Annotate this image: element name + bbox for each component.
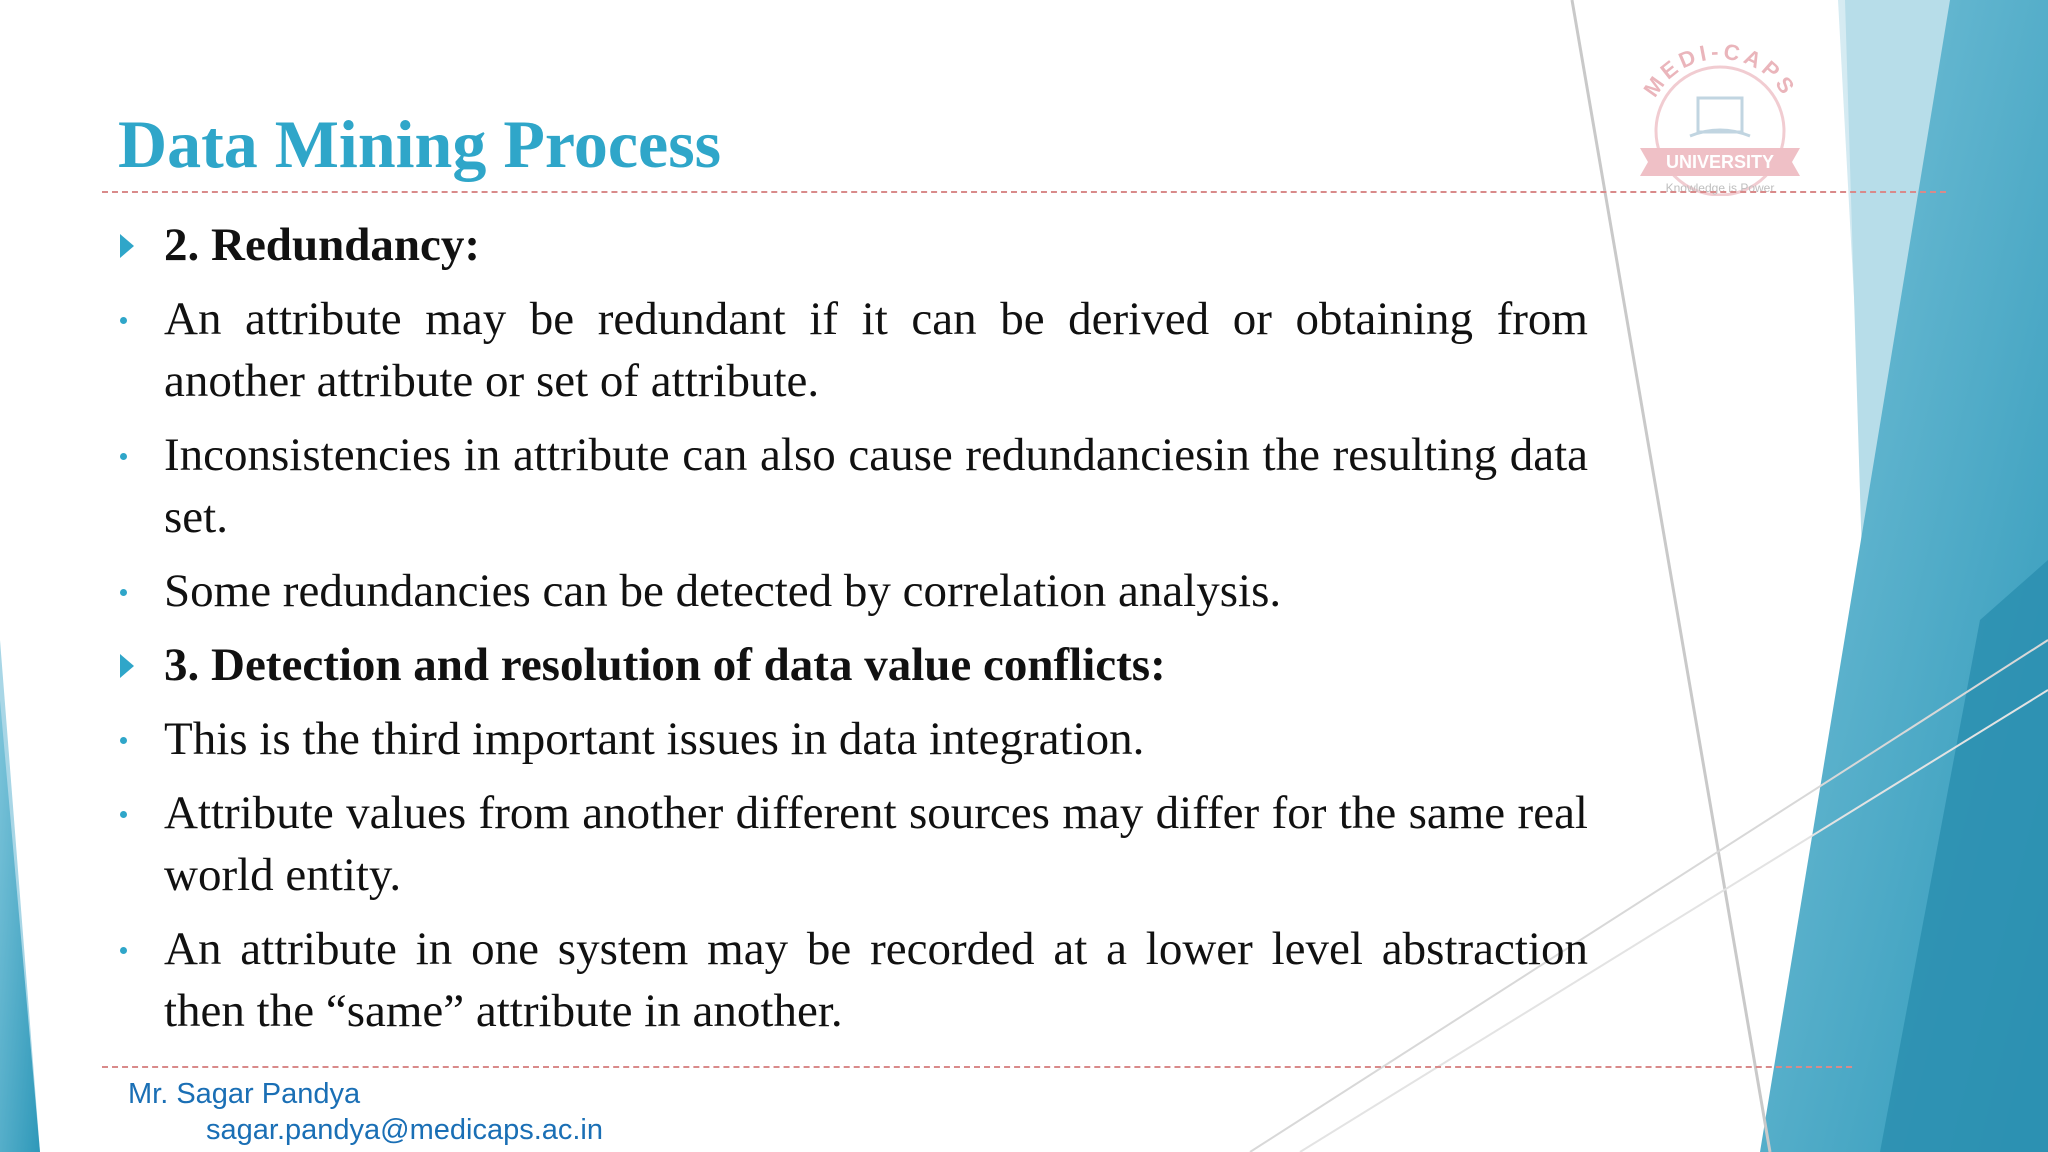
bullet-item: [114, 288, 1588, 412]
bullet-list: [114, 214, 1588, 1054]
arrow-bullet-icon: [114, 634, 144, 696]
dot-bullet-icon: [114, 424, 144, 486]
bullet-item: [114, 424, 1588, 548]
svg-text:UNIVERSITY: UNIVERSITY: [1665, 152, 1775, 172]
section-heading: [114, 634, 1588, 696]
bullet-text: 2. Redundancy:: [164, 219, 481, 271]
bullet-text: Attribute values from another different sources may differ for the same real world entity.: [164, 787, 1588, 901]
dot-bullet-icon: [114, 560, 144, 622]
bullet-item: [114, 560, 1588, 622]
section-heading: [114, 214, 1588, 276]
dot-bullet-icon: [114, 708, 144, 770]
bullet-text: 3. Detection and resolution of data value conflicts:: [164, 639, 1166, 691]
university-logo: [1620, 36, 1820, 196]
dot-bullet-icon: [114, 288, 144, 350]
author-email: sagar.pandya@medicaps.ac.in: [206, 1114, 604, 1146]
bullet-text: This is the third important issues in data integration.: [164, 713, 1145, 765]
bullet-text: Inconsistencies in attribute can also cause redundanciesin the resulting data set.: [164, 429, 1588, 543]
author-name: Mr. Sagar Pandya: [128, 1078, 361, 1110]
bullet-text: An attribute may be redundant if it can be derived or obtaining from another attribute or set of attribute.: [164, 293, 1588, 407]
title-divider: [102, 191, 1946, 193]
bullet-item: [114, 708, 1588, 770]
svg-text:MEDI-CAPS: MEDI-CAPS: [1638, 38, 1802, 102]
dot-bullet-icon: [114, 918, 144, 980]
bullet-item: [114, 782, 1588, 906]
svg-text:Knowledge is Power: Knowledge is Power: [1665, 181, 1775, 195]
bullet-item: [114, 918, 1588, 1042]
bullet-text: Some redundancies can be detected by correlation analysis.: [164, 565, 1282, 617]
slide-title: Data Mining Process: [118, 106, 722, 182]
arrow-bullet-icon: [114, 214, 144, 276]
bullet-text: An attribute in one system may be recorded at a lower level abstraction then the “same” attribute in another.: [164, 923, 1588, 1037]
dot-bullet-icon: [114, 782, 144, 844]
footer-divider: [102, 1066, 1852, 1068]
